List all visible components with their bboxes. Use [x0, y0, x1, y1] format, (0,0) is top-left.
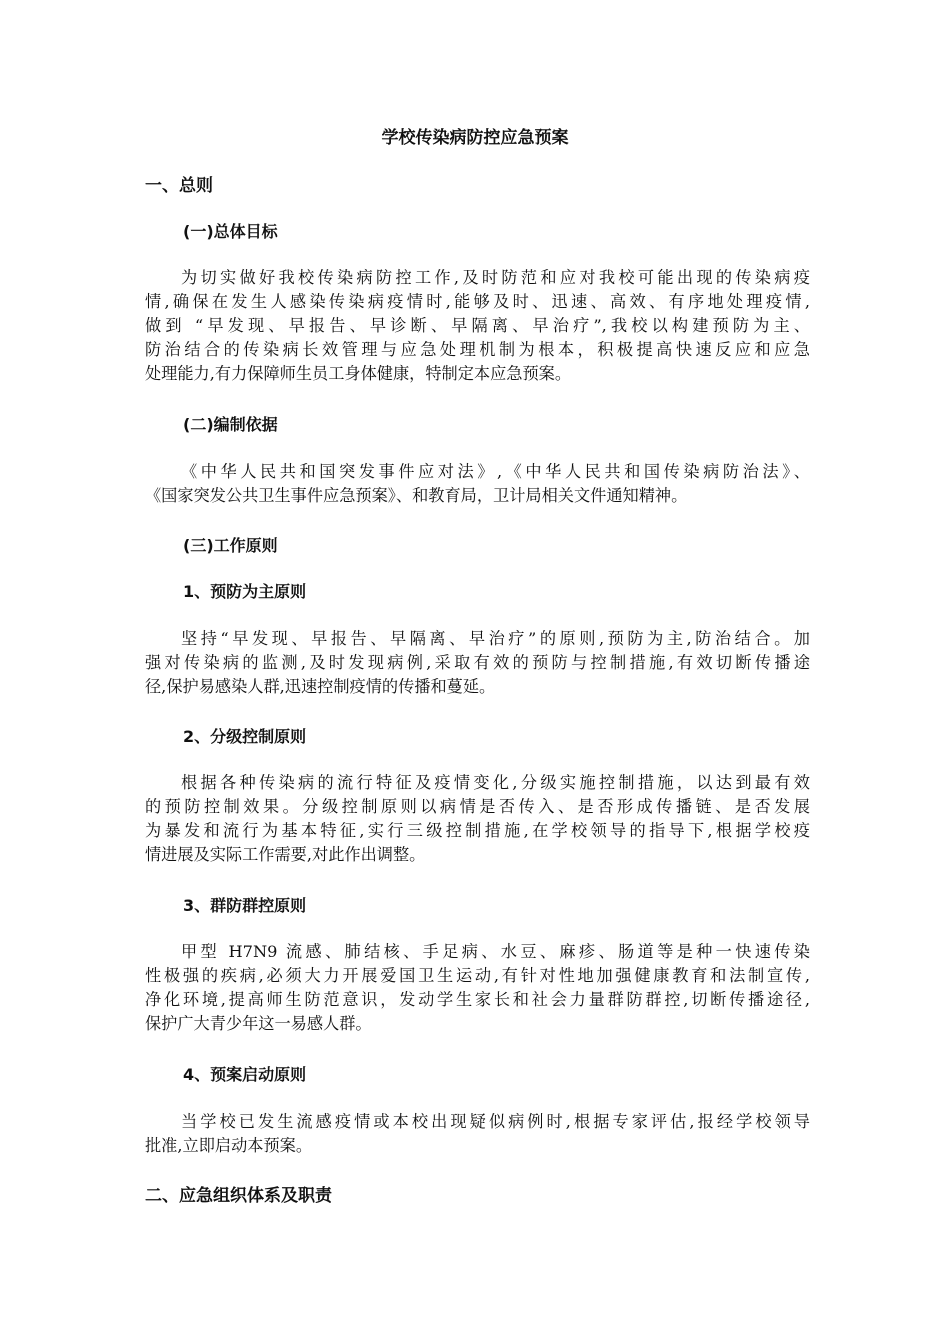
paragraph-line: 根据各种传染病的流行特征及疫情变化,分级实施控制措施，以达到最有效 [181, 773, 810, 792]
paragraph-line: 径,保护易感染人群,迅速控制疫情的传播和蔓延。 [145, 677, 496, 696]
paragraph-graded-control [145, 771, 810, 867]
principle-heading-plan-activation: 4、预案启动原则 [183, 1065, 307, 1084]
paragraph-line: 《中华人民共和国突发事件应对法》,《中华人民共和国传染病防治法》、 [181, 462, 810, 481]
paragraph-overall-goal [145, 266, 810, 386]
paragraph-line: 为切实做好我校传染病防控工作,及时防范和应对我校可能出现的传染病疫 [181, 268, 810, 287]
paragraph-line: 《国家突发公共卫生事件应急预案》、和教育局，卫计局相关文件通知精神。 [145, 486, 688, 505]
paragraph-basis [145, 460, 810, 508]
paragraph-line: 保护广大青少年这一易感人群。 [145, 1014, 372, 1033]
subsection-heading-basis: (二)编制依据 [183, 415, 278, 434]
paragraph-line: 强对传染病的监测,及时发现病例,采取有效的预防与控制措施,有效切断传播途 [145, 653, 810, 672]
principle-heading-group-prevention: 3、群防群控原则 [183, 896, 307, 915]
paragraph-line: 为暴发和流行为基本特征,实行三级控制措施,在学校领导的指导下,根据学校疫 [145, 821, 810, 840]
paragraph-line: 甲型 H7N9 流感、肺结核、手足病、水豆、麻疹、肠道等是种一快速传染 [181, 942, 810, 961]
subsection-heading-principles: (三)工作原则 [183, 536, 278, 555]
paragraph-line: 坚持“早发现、早报告、早隔离、早治疗”的原则,预防为主,防治结合。加 [181, 629, 810, 648]
paragraph-prevention [145, 627, 810, 699]
paragraph-line: 防治结合的传染病长效管理与应急处理机制为根本，积极提高快速反应和应急 [145, 340, 810, 359]
paragraph-line: 情,确保在发生人感染传染病疫情时,能够及时、迅速、高效、有序地处理疫情, [145, 292, 810, 311]
paragraph-line: 处理能力,有力保障师生员工身体健康，特制定本应急预案。 [145, 364, 572, 383]
paragraph-line: 做到 “早发现、早报告、早诊断、早隔离、早治疗”,我校以构建预防为主、 [145, 316, 810, 335]
paragraph-line: 净化环境,提高师生防范意识，发动学生家长和社会力量群防群控,切断传播途径, [145, 990, 810, 1009]
document-title: 学校传染病防控应急预案 [381, 128, 569, 148]
paragraph-line: 批准,立即启动本预案。 [145, 1136, 313, 1155]
paragraph-plan-activation [145, 1110, 810, 1158]
principle-heading-prevention: 1、预防为主原则 [183, 582, 307, 601]
paragraph-line: 性极强的疾病,必须大力开展爱国卫生运动,有针对性地加强健康教育和法制宣传, [145, 966, 810, 985]
paragraph-line: 的预防控制效果。分级控制原则以病情是否传入、是否形成传播链、是否发展 [145, 797, 810, 816]
principle-heading-graded-control: 2、分级控制原则 [183, 727, 307, 746]
section-heading-general: 一、总则 [145, 176, 213, 196]
paragraph-group-prevention [145, 940, 810, 1036]
subsection-heading-overall-goal: (一)总体目标 [183, 222, 278, 241]
paragraph-line: 情进展及实际工作需要,对此作出调整。 [145, 845, 426, 864]
section-heading-organization: 二、应急组织体系及职责 [145, 1186, 332, 1206]
paragraph-line: 当学校已发生流感疫情或本校出现疑似病例时,根据专家评估,报经学校领导 [181, 1112, 810, 1131]
